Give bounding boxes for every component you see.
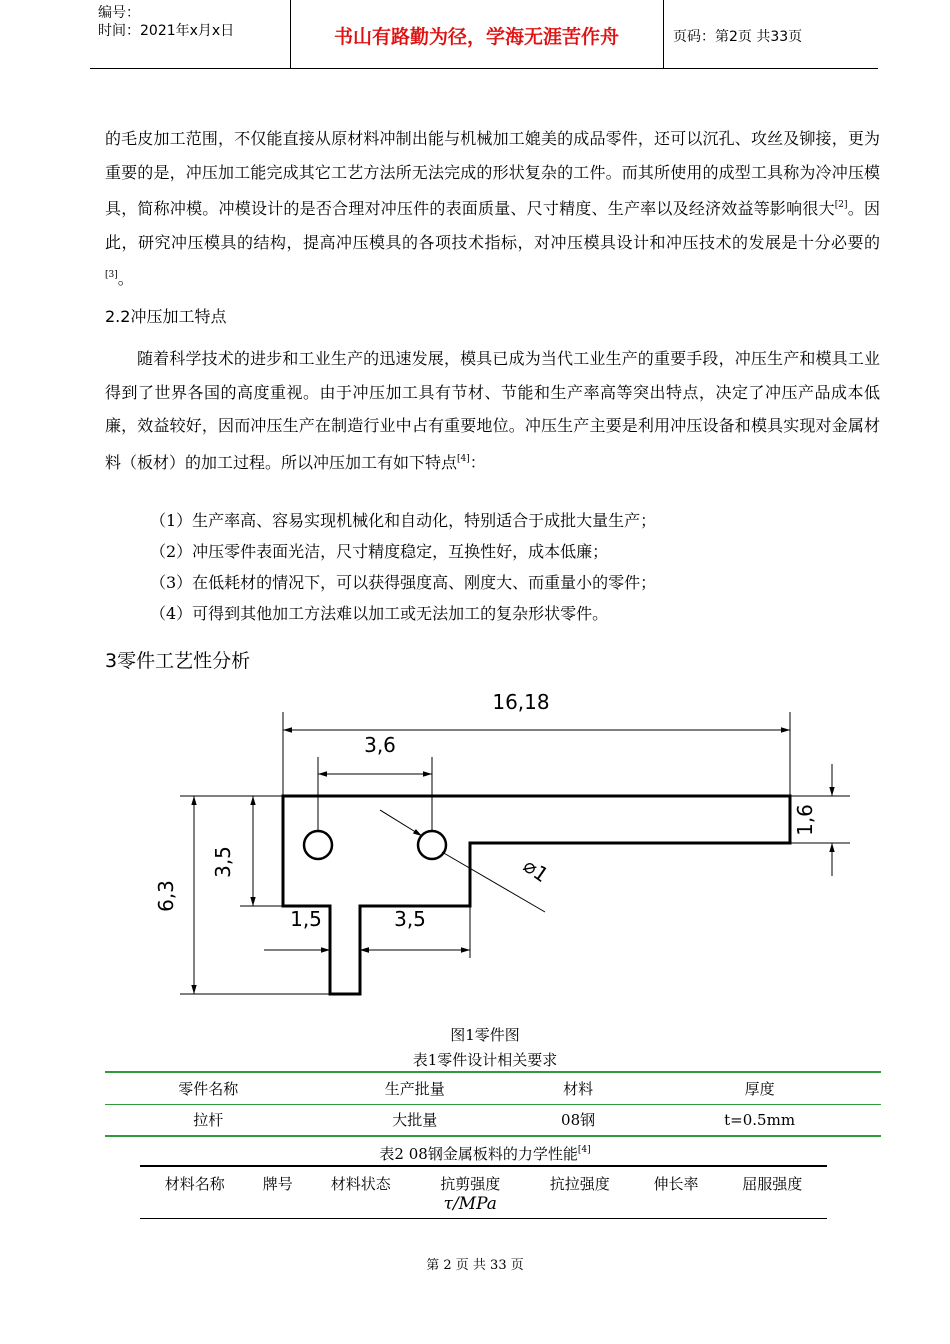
paragraph-1-text-b: 。因此，研究冲压模具的结构，提高冲压模具的各项技术指标，对冲压模具设计和冲压技术的发展是十分必要的 bbox=[105, 199, 880, 252]
citation: [2] bbox=[834, 200, 848, 210]
part-outline bbox=[283, 796, 790, 994]
table-header: 抗拉强度 bbox=[549, 1175, 610, 1193]
citation: [4] bbox=[577, 1145, 591, 1155]
list-item: （3）在低耗材的情况下，可以获得强度高、刚度大、而重量小的零件； bbox=[150, 573, 657, 592]
unit-label: τ/MPa bbox=[443, 1194, 497, 1214]
table-header bbox=[415, 1166, 524, 1218]
table-2-caption bbox=[0, 1143, 950, 1164]
paragraph-1-text: 的毛皮加工范围，不仅能直接从原材料冲制出能与机械加工媲美的成品零件，还可以沉孔、攻丝及铆接，更为重要的是，冲压加工能完成其它工艺方法所无法完成的形状复杂的工件。而其所使用的成型工具称为冷冲压模具，简称冲模。冲模设计的是否合理对冲压件的表面质量、尺寸精度、生产率以及经济效益等影响很大 bbox=[105, 129, 880, 218]
punctuation: 。 bbox=[117, 269, 134, 288]
punctuation: ： bbox=[469, 452, 486, 472]
citation: [3] bbox=[105, 270, 118, 280]
figure-caption: 图1零件图 bbox=[450, 1026, 520, 1044]
table-row bbox=[105, 1104, 881, 1136]
list-item: （1）生产率高、容易实现机械化和自动化，特别适合于成批大量生产； bbox=[150, 511, 657, 530]
dim-hole-spacing bbox=[318, 757, 432, 831]
citation: [4] bbox=[457, 453, 470, 464]
dim-label: 1,5 bbox=[290, 907, 322, 931]
hole-left bbox=[304, 831, 332, 859]
header-page-info: 页码：第2页 共33页 bbox=[673, 29, 803, 45]
table-header-row bbox=[105, 1072, 881, 1104]
table-header: 材料状态 bbox=[330, 1175, 391, 1193]
table-cell: t=0.5mm bbox=[724, 1110, 796, 1129]
list-item: （2）冲压零件表面光洁，尺寸精度稳定，互换性好，成本低廉； bbox=[150, 542, 609, 561]
section-heading-2-2: 2.2冲压加工特点 bbox=[105, 307, 227, 326]
date-text: 时间：2021年x月x日 bbox=[98, 23, 235, 39]
table-1-caption: 表1零件设计相关要求 bbox=[412, 1051, 558, 1069]
table-header: 屈服强度 bbox=[742, 1175, 803, 1193]
table-header: 生产批量 bbox=[384, 1079, 445, 1098]
table-2 bbox=[140, 1165, 827, 1219]
paragraph-2-text: 随着科学技术的进步和工业生产的迅速发展，模具已成为当代工业生产的重要手段，冲压生产和模具工业得到了世界各国的高度重视。由于冲压加工具有节材、节能和生产率高等突出特点，决定了冲压产品成本低廉，效益较好，因而冲压生产在制造行业中占有重要地位。冲压生产主要是利用冲压设备和模具实现对金属材料（板材）的加工过程。所以冲压加工有如下特点 bbox=[105, 349, 880, 472]
table-header: 牌号 bbox=[262, 1175, 293, 1193]
table-cell: 08钢 bbox=[561, 1111, 596, 1130]
section-heading-3: 3零件工艺性分析 bbox=[105, 650, 251, 672]
dim-label: 16,18 bbox=[492, 690, 550, 714]
table-header-text: 抗剪强度 bbox=[440, 1175, 501, 1193]
table-cell: 拉杆 bbox=[193, 1111, 224, 1130]
table-header: 材料 bbox=[563, 1079, 594, 1098]
header-motto: 书山有路勤为径，学海无涯苦作舟 bbox=[333, 26, 619, 48]
table-header-row bbox=[140, 1166, 827, 1218]
dim-label: 3,6 bbox=[364, 733, 396, 757]
dim-total-width bbox=[283, 712, 790, 796]
dim-label: 3,5 bbox=[394, 907, 426, 931]
table-header: 材料名称 bbox=[164, 1175, 225, 1193]
dim-label: 3,5 bbox=[211, 846, 235, 878]
table-header: 零件名称 bbox=[178, 1079, 239, 1098]
table-cell: 大批量 bbox=[392, 1111, 438, 1130]
number-label: 编号： bbox=[98, 5, 140, 21]
dim-total-height bbox=[180, 796, 330, 994]
page-footer: 第 2 页 共 33 页 bbox=[426, 1258, 524, 1273]
dim-label: 1,6 bbox=[793, 804, 817, 836]
dim-hole-diameter bbox=[380, 810, 545, 912]
table-header: 厚度 bbox=[744, 1079, 775, 1098]
table-1 bbox=[105, 1071, 881, 1137]
dim-label: 6,3 bbox=[154, 880, 178, 912]
dim-left-height bbox=[240, 796, 283, 906]
table-header: 伸长率 bbox=[653, 1175, 699, 1193]
dim-label: ⌀1 bbox=[518, 853, 554, 888]
list-item: （4）可得到其他加工方法难以加工或无法加工的复杂形状零件。 bbox=[150, 604, 609, 623]
table-2-caption-text: 表2 08钢金属板料的力学性能 bbox=[379, 1145, 578, 1163]
hole-right bbox=[418, 831, 446, 859]
